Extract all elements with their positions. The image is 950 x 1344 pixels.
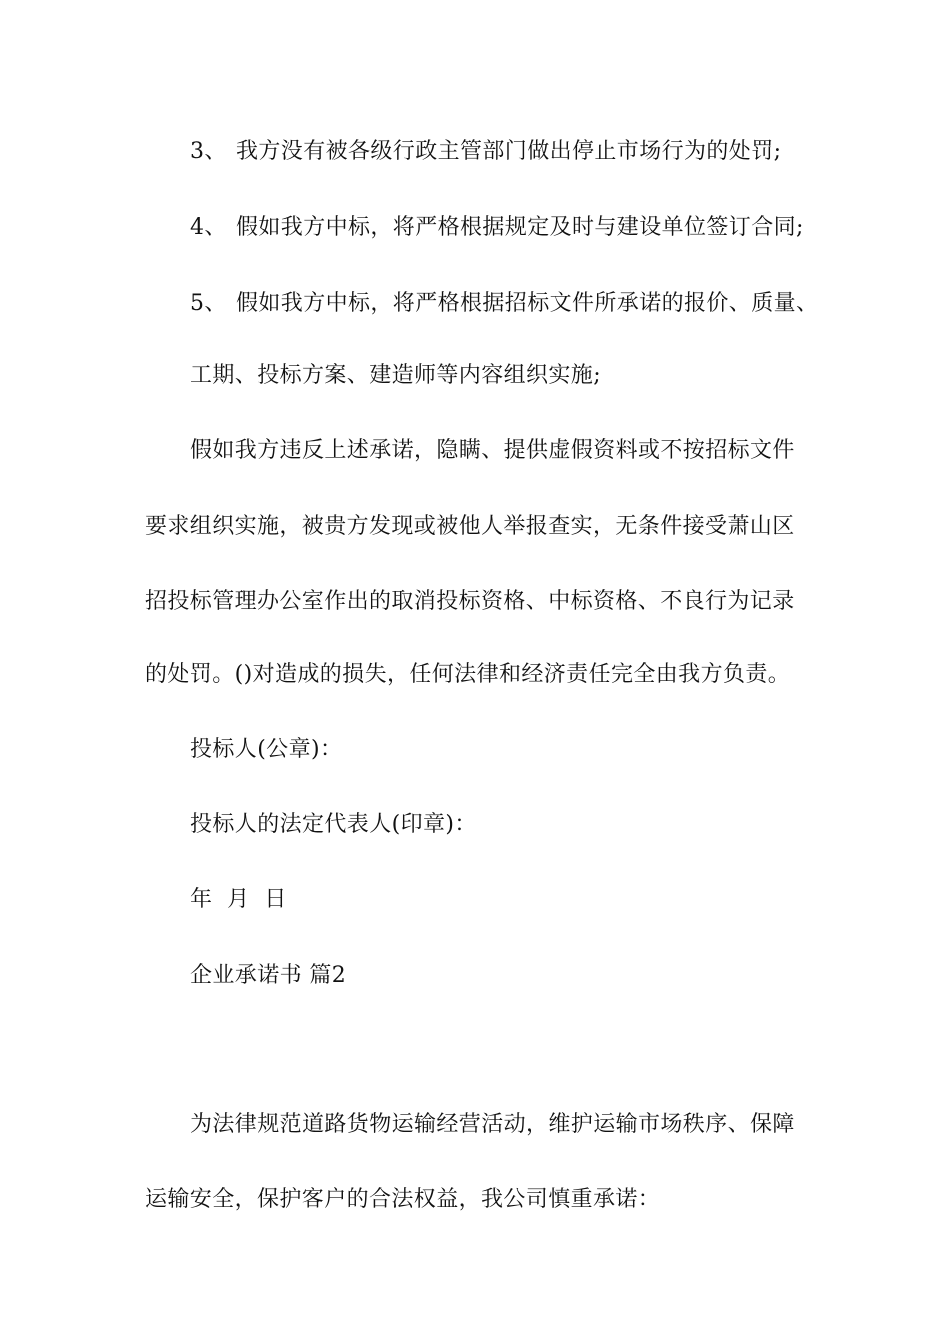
commitment-paragraph-line-1: 假如我方违反上述承诺，隐瞒、提供虚假资料或不按招标文件 — [190, 438, 795, 463]
section-heading: 企业承诺书 篇2 — [190, 963, 347, 988]
list-item-5-continuation: 工期、投标方案、建造师等内容组织实施; — [190, 363, 602, 388]
commitment-paragraph-line-3: 招投标管理办公室作出的取消投标资格、中标资格、不良行为记录 — [145, 589, 795, 614]
list-item-3 — [190, 137, 781, 167]
intro-paragraph-line-1: 为法律规范道路货物运输经营活动，维护运输市场秩序、保障 — [190, 1112, 795, 1137]
list-item-text: 假如我方中标，将严格根据规定及时与建设单位签订合同; — [236, 215, 804, 240]
commitment-paragraph-line-4: 的处罚。()对造成的损失，任何法律和经济责任完全由我方负责。 — [145, 662, 791, 687]
commitment-paragraph-line-2: 要求组织实施，被贵方发现或被他人举报查实，无条件接受萧山区 — [145, 514, 795, 539]
list-item-4 — [190, 213, 804, 243]
list-item-5 — [190, 289, 818, 319]
list-item-text: 我方没有被各级行政主管部门做出停止市场行为的处罚; — [236, 139, 782, 164]
date-line: 年 月 日 — [190, 887, 287, 912]
list-item-text: 假如我方中标，将严格根据招标文件所承诺的报价、质量、 — [236, 291, 819, 316]
list-item-number: 3、 — [190, 139, 227, 164]
list-item-number: 4、 — [190, 215, 227, 240]
bidder-seal-line: 投标人(公章)： — [190, 737, 343, 762]
legal-rep-seal-line: 投标人的法定代表人(印章)： — [190, 812, 477, 837]
intro-paragraph-line-2: 运输安全，保护客户的合法权益，我公司慎重承诺： — [145, 1187, 661, 1212]
list-item-number: 5、 — [190, 291, 227, 316]
